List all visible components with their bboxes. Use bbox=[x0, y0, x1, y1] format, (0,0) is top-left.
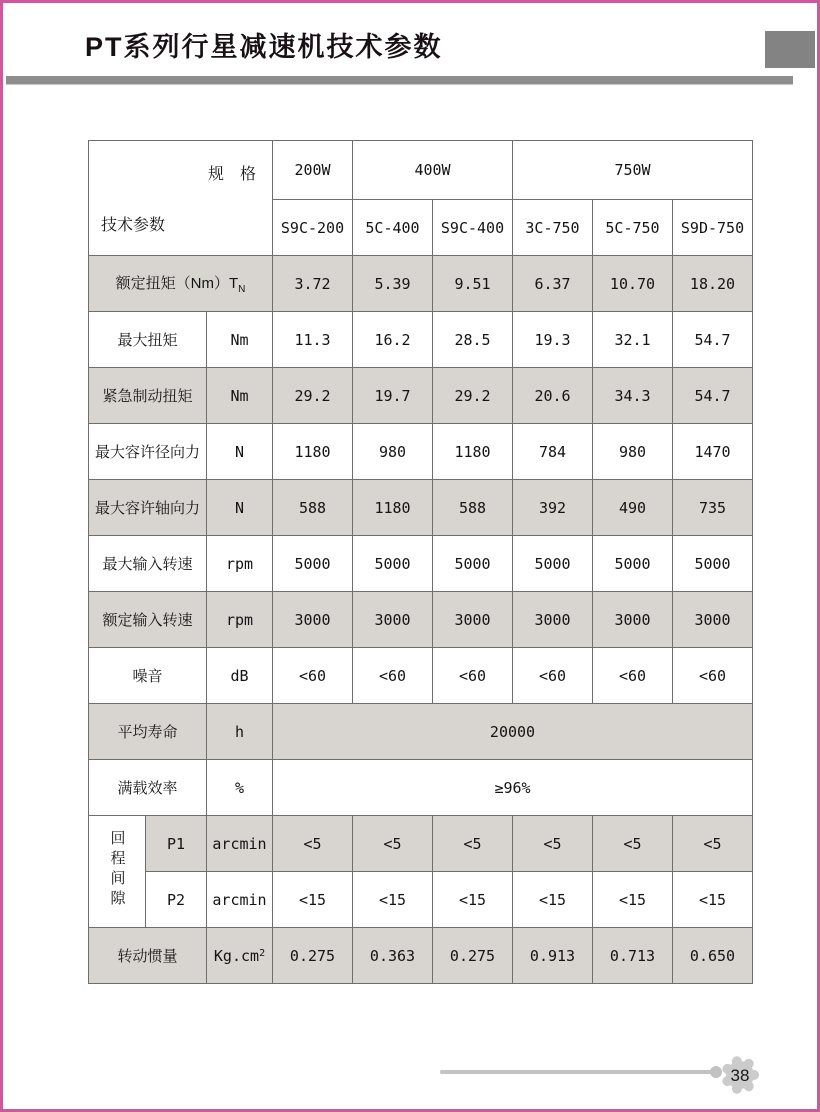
spec-cell: 392 bbox=[513, 480, 593, 536]
spec-table bbox=[88, 140, 753, 984]
row-label: 满载效率 bbox=[89, 760, 207, 816]
spec-cell: 18.20 bbox=[673, 256, 753, 312]
spec-cell: 0.913 bbox=[513, 928, 593, 984]
spec-cell: 9.51 bbox=[433, 256, 513, 312]
spec-cell: 3000 bbox=[673, 592, 753, 648]
model-name: 5C-400 bbox=[353, 200, 433, 256]
spec-cell: 0.275 bbox=[273, 928, 353, 984]
spec-cell: 34.3 bbox=[593, 368, 673, 424]
row-label: 额定输入转速 bbox=[89, 592, 207, 648]
spec-cell: 6.37 bbox=[513, 256, 593, 312]
spec-cell: 588 bbox=[433, 480, 513, 536]
power-group-400w: 400W bbox=[353, 141, 513, 200]
spec-cell: 29.2 bbox=[273, 368, 353, 424]
spec-cell: 19.3 bbox=[513, 312, 593, 368]
spec-cell: 735 bbox=[673, 480, 753, 536]
row-max-input-speed bbox=[89, 536, 753, 592]
row-unit: Nm bbox=[207, 368, 273, 424]
spec-cell: <60 bbox=[273, 648, 353, 704]
spec-cell: 490 bbox=[593, 480, 673, 536]
spec-cell: 1180 bbox=[273, 424, 353, 480]
gear-icon bbox=[719, 1053, 761, 1097]
row-unit: rpm bbox=[207, 592, 273, 648]
row-label: 最大输入转速 bbox=[89, 536, 207, 592]
header-row-power bbox=[89, 141, 753, 200]
spec-cell: <60 bbox=[593, 648, 673, 704]
spec-cell: 1470 bbox=[673, 424, 753, 480]
row-label: 最大容许径向力 bbox=[89, 424, 207, 480]
page-number: 38 bbox=[730, 1066, 750, 1085]
spec-cell: 28.5 bbox=[433, 312, 513, 368]
spec-cell: 3000 bbox=[513, 592, 593, 648]
spec-cell: 5.39 bbox=[353, 256, 433, 312]
spec-cell: <5 bbox=[273, 816, 353, 872]
spec-cell: 1180 bbox=[353, 480, 433, 536]
header-corner-square bbox=[765, 31, 815, 68]
row-max-radial-force bbox=[89, 424, 753, 480]
row-label: 额定扭矩$(Nm)T_N$ bbox=[89, 256, 273, 312]
row-label: 最大扭矩 bbox=[89, 312, 207, 368]
row-unit: rpm bbox=[207, 536, 273, 592]
spec-cell: 0.363 bbox=[353, 928, 433, 984]
row-moment-of-inertia bbox=[89, 928, 753, 984]
row-label: 平均寿命 bbox=[89, 704, 207, 760]
row-backlash-p2 bbox=[89, 872, 753, 928]
row-rated-input-speed bbox=[89, 592, 753, 648]
spec-cell: 980 bbox=[593, 424, 673, 480]
row-unit: N bbox=[207, 480, 273, 536]
spec-cell: 1180 bbox=[433, 424, 513, 480]
spec-cell: 11.3 bbox=[273, 312, 353, 368]
row-emergency-brake-torque bbox=[89, 368, 753, 424]
row-noise bbox=[89, 648, 753, 704]
row-unit: h bbox=[207, 704, 273, 760]
spec-cell: <15 bbox=[513, 872, 593, 928]
row-unit: dB bbox=[207, 648, 273, 704]
spec-cell: 19.7 bbox=[353, 368, 433, 424]
spec-cell: <15 bbox=[673, 872, 753, 928]
spec-cell: 980 bbox=[353, 424, 433, 480]
spec-cell: <15 bbox=[433, 872, 513, 928]
spec-cell: 54.7 bbox=[673, 368, 753, 424]
spec-cell: 0.650 bbox=[673, 928, 753, 984]
model-name: S9C-400 bbox=[433, 200, 513, 256]
spec-cell: <5 bbox=[353, 816, 433, 872]
spec-cell: <5 bbox=[513, 816, 593, 872]
row-label: P1 bbox=[146, 816, 207, 872]
spec-cell: 5000 bbox=[593, 536, 673, 592]
spec-cell: 0.275 bbox=[433, 928, 513, 984]
spec-cell: <5 bbox=[673, 816, 753, 872]
power-group-750w: 750W bbox=[513, 141, 753, 200]
spec-cell: 3000 bbox=[273, 592, 353, 648]
spec-cell: 10.70 bbox=[593, 256, 673, 312]
spec-cell: 32.1 bbox=[593, 312, 673, 368]
spec-cell: 3000 bbox=[433, 592, 513, 648]
row-full-load-efficiency bbox=[89, 760, 753, 816]
spec-cell: <15 bbox=[353, 872, 433, 928]
spec-cell: 54.7 bbox=[673, 312, 753, 368]
row-label: 紧急制动扭矩 bbox=[89, 368, 207, 424]
row-backlash-p1 bbox=[89, 816, 753, 872]
spec-cell: <60 bbox=[433, 648, 513, 704]
spec-cell: 5000 bbox=[433, 536, 513, 592]
model-name: 5C-750 bbox=[593, 200, 673, 256]
spec-cell: <15 bbox=[273, 872, 353, 928]
model-name: S9C-200 bbox=[273, 200, 353, 256]
footer-rule-line bbox=[440, 1070, 718, 1074]
corner-spec-label: 规 格 bbox=[207, 166, 256, 183]
spec-cell: 20.6 bbox=[513, 368, 593, 424]
row-unit: N bbox=[207, 424, 273, 480]
corner-param-label: 技术参数 bbox=[101, 217, 166, 234]
spec-cell: <60 bbox=[513, 648, 593, 704]
row-max-axial-force bbox=[89, 480, 753, 536]
spec-cell: <5 bbox=[593, 816, 673, 872]
spec-cell: <60 bbox=[353, 648, 433, 704]
spec-cell: 5000 bbox=[353, 536, 433, 592]
spec-cell: 588 bbox=[273, 480, 353, 536]
spec-cell: 16.2 bbox=[353, 312, 433, 368]
row-label: 噪音 bbox=[89, 648, 207, 704]
spec-cell: 3.72 bbox=[273, 256, 353, 312]
model-name: 3C-750 bbox=[513, 200, 593, 256]
title-underline-bar bbox=[6, 76, 793, 85]
spec-cell-merged: ≥96% bbox=[273, 760, 753, 816]
row-label: 最大容许轴向力 bbox=[89, 480, 207, 536]
row-max-torque bbox=[89, 312, 753, 368]
row-rated-torque bbox=[89, 256, 753, 312]
row-unit: arcmin bbox=[207, 816, 273, 872]
backlash-group-label: 回程间隙 bbox=[89, 816, 146, 928]
spec-cell: 3000 bbox=[353, 592, 433, 648]
spec-cell: 5000 bbox=[673, 536, 753, 592]
spec-cell-merged: 20000 bbox=[273, 704, 753, 760]
spec-cell: 5000 bbox=[513, 536, 593, 592]
spec-cell: <15 bbox=[593, 872, 673, 928]
row-label: 转动惯量 bbox=[89, 928, 207, 984]
spec-cell: 3000 bbox=[593, 592, 673, 648]
model-name: S9D-750 bbox=[673, 200, 753, 256]
spec-cell: 0.713 bbox=[593, 928, 673, 984]
row-average-life bbox=[89, 704, 753, 760]
spec-cell: <60 bbox=[673, 648, 753, 704]
row-unit: Nm bbox=[207, 312, 273, 368]
spec-cell: <5 bbox=[433, 816, 513, 872]
spec-cell: 29.2 bbox=[433, 368, 513, 424]
row-unit: arcmin bbox=[207, 872, 273, 928]
page-number-gear-badge bbox=[719, 1053, 761, 1097]
row-unit: $Kg.cm^2$ bbox=[207, 928, 273, 984]
corner-diagonal-cell bbox=[89, 141, 273, 256]
page-title: PT系列行星减速机技术参数 bbox=[85, 32, 443, 62]
spec-cell: 5000 bbox=[273, 536, 353, 592]
power-group-200w: 200W bbox=[273, 141, 353, 200]
row-label: P2 bbox=[146, 872, 207, 928]
row-unit: % bbox=[207, 760, 273, 816]
spec-cell: 784 bbox=[513, 424, 593, 480]
